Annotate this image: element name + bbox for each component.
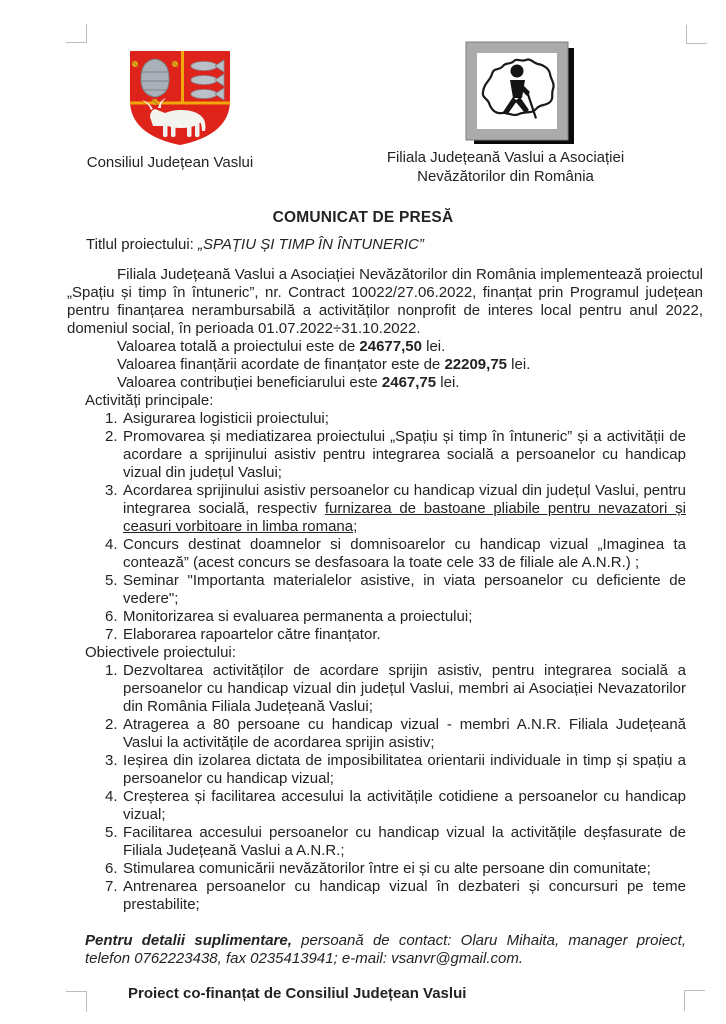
list-item-number: 5. bbox=[105, 824, 118, 841]
list-item-number: 6. bbox=[105, 608, 118, 625]
crop-mark-top-left bbox=[66, 24, 87, 43]
list-item-number: 1. bbox=[105, 662, 118, 679]
list-item-text: Elaborarea rapoartelor către finanțator. bbox=[123, 626, 381, 643]
right-logo-caption bbox=[383, 148, 628, 186]
list-item-text: Seminar "Importanta materialelor asistive, in viata persoanelor cu deficiente de vedere"; bbox=[123, 572, 686, 607]
list-item-text: Promovarea și mediatizarea proiectului „Spațiu și timp în întuneric” și a activității de acordare a sprijinului asistiv pentru integrarea socială a persoanelor cu handicap vizual din județul Vaslui; bbox=[123, 428, 686, 481]
list-item-number: 3. bbox=[105, 752, 118, 769]
list-item-text: Antrenarea persoanelor cu handicap vizual în dezbateri și concursuri pe teme prestabilite; bbox=[123, 878, 686, 913]
objectives-list bbox=[85, 662, 686, 914]
list-item bbox=[85, 716, 686, 752]
list-item-text: Facilitarea accesului persoanelor cu handicap vizual la activitățile deșfasurate de Filiala Județeană Vaslui a A.N.R.; bbox=[123, 824, 686, 859]
objectives-heading: Obiectivele proiectului: bbox=[85, 644, 236, 661]
list-item bbox=[85, 572, 686, 608]
project-title-line bbox=[86, 236, 703, 254]
cofinancing-note: Proiect co-finanțat de Consiliul Județean Vaslui bbox=[128, 985, 467, 1002]
intro-paragraph: Filiala Județeană Vaslui a Asociației Nevăzătorilor din România implementează proiectul „Spațiu și timp în întuneric”, nr. Contract 10022/27.06.2022, finanțat prin Programul județean pentru finanțarea nerambursabilă a activităților nonprofit de interes local pentru anul 2022, domeniul social, în perioada 01.07.2022÷31.10.2022. bbox=[67, 266, 703, 337]
total-value-amount: 24677,50 bbox=[359, 338, 422, 355]
project-title-label: Titlul proiectului: bbox=[86, 236, 194, 253]
list-item bbox=[85, 788, 686, 824]
list-item bbox=[85, 626, 686, 644]
list-item-text: Concurs destinat doamnelor si domnisoarelor cu handicap vizual „Imaginea ta contează” (acest concurs se desfasoara la toate cele 33 de filiale ale A.N.R.) ; bbox=[123, 536, 686, 571]
beneficiary-value-unit: lei. bbox=[436, 374, 460, 391]
beneficiary-value-amount: 2467,75 bbox=[381, 374, 437, 391]
list-item-underlined-text: furnizarea de bastoane pliabile pentru nevazatori și ceasuri vorbitoare in limba romana bbox=[123, 500, 686, 535]
list-item-number: 7. bbox=[105, 626, 118, 643]
left-logo-caption: Consiliul Județean Vaslui bbox=[86, 154, 254, 171]
anr-blind-association-logo bbox=[462, 40, 577, 147]
list-item bbox=[85, 608, 686, 626]
list-item-number: 4. bbox=[105, 536, 118, 553]
total-value-line bbox=[117, 338, 703, 356]
list-item-text: Stimularea comunicării nevăzătorilor între ei și cu alte persoane din comunitate; bbox=[123, 860, 651, 877]
list-item bbox=[85, 860, 686, 878]
list-item bbox=[85, 410, 686, 428]
beneficiary-value-line bbox=[117, 374, 703, 392]
project-title-value: „SPAȚIU ȘI TIMP ÎN ÎNTUNERIC” bbox=[193, 236, 424, 253]
document-body bbox=[67, 236, 703, 1003]
grant-value-amount: 22209,75 bbox=[444, 356, 508, 373]
list-item-number: 3. bbox=[105, 482, 118, 499]
grant-value-line bbox=[117, 356, 703, 374]
list-item-text: Atragerea a 80 persoane cu handicap vizual - membri A.N.R. Filiala Județeană Vaslui la activitățile de acordarea sprijin asistiv; bbox=[123, 716, 686, 751]
list-item-text: Creșterea și facilitarea accesului la activitățile cotidiene a persoanelor cu handicap vizual; bbox=[123, 788, 686, 823]
list-item-text: Acordarea sprijinului asistiv persoanelor cu handicap vizual din județul Vaslui, pentru integrarea socială, respectiv bbox=[123, 482, 686, 517]
list-item-number: 4. bbox=[105, 788, 118, 805]
document-title: COMUNICAT DE PRESĂ bbox=[272, 209, 454, 226]
activities-list bbox=[85, 410, 686, 644]
total-value-label: Valoarea totală a proiectului este de bbox=[117, 338, 360, 355]
crop-mark-top-right bbox=[686, 25, 707, 44]
list-item-number: 1. bbox=[105, 410, 118, 427]
activities-heading: Activități principale: bbox=[85, 392, 214, 409]
beneficiary-value-label: Valoarea contribuției beneficiarului este bbox=[117, 374, 382, 391]
list-item-number: 2. bbox=[105, 716, 118, 733]
list-item-number: 6. bbox=[105, 860, 118, 877]
list-item-number: 5. bbox=[105, 572, 118, 589]
list-item-number: 7. bbox=[105, 878, 118, 895]
list-item bbox=[85, 536, 686, 572]
grant-value-label: Valoarea finanțării acordate de finanțator este de bbox=[117, 356, 445, 373]
list-item-text: Ieșirea din izolarea dictata de imposibilitatea orientarii individuale in timp și spațiu a persoanelor cu handicap vizual; bbox=[123, 752, 686, 787]
list-item-text: Dezvoltarea activităților de acordare sprijin asistiv, pentru integrarea socială a persoanelor cu handicap vizual din județul Vaslui, membri ai Asociației Nevazatorilor din România Filiala Județeană Vaslui; bbox=[123, 662, 686, 715]
right-logo-caption-line2: Nevăzătorilor din România bbox=[417, 168, 594, 185]
contact-details: persoană de contact: Olaru Mihaita, manager proiect, telefon 0762223438, fax 0235413941; e-mail: vsanvr@gmail.com. bbox=[85, 932, 687, 967]
contact-lead: Pentru detalii suplimentare, bbox=[85, 932, 292, 949]
list-item bbox=[85, 878, 686, 914]
contact-paragraph bbox=[85, 932, 686, 968]
list-item bbox=[85, 428, 686, 482]
list-item-number: 2. bbox=[105, 428, 118, 445]
list-item bbox=[85, 824, 686, 860]
list-item bbox=[85, 662, 686, 716]
list-item-text: Asigurarea logisticii proiectului; bbox=[123, 410, 329, 427]
list-item bbox=[85, 482, 686, 536]
vaslui-coat-of-arms-logo bbox=[125, 45, 235, 148]
grant-value-unit: lei. bbox=[507, 356, 531, 373]
list-item-text: ; bbox=[353, 518, 358, 535]
total-value-unit: lei. bbox=[421, 338, 446, 355]
three-fishes-icon bbox=[191, 60, 224, 100]
list-item-text: Monitorizarea si evaluarea permanenta a proiectului; bbox=[123, 608, 473, 625]
right-logo-caption-line1: Filiala Județeană Vaslui a Asociației bbox=[386, 149, 625, 166]
list-item bbox=[85, 752, 686, 788]
